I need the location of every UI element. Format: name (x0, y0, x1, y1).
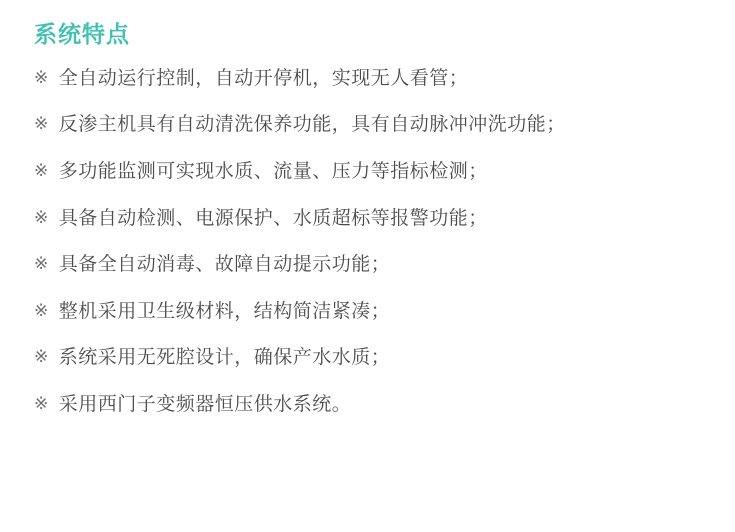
list-item (34, 66, 711, 92)
reference-mark-icon: ※ (34, 347, 49, 368)
list-item-text: 具备全自动消毒、故障自动提示功能； (58, 253, 391, 276)
reference-mark-icon: ※ (34, 67, 49, 88)
page-title: 系统特点 (34, 22, 130, 48)
reference-mark-icon: ※ (34, 207, 49, 228)
list-item-text: 全自动运行控制，自动开停机，实现无人看管； (58, 66, 469, 89)
reference-mark-icon: ※ (34, 300, 49, 321)
list-item (34, 112, 711, 138)
list-item (34, 345, 711, 371)
list-item (34, 392, 711, 418)
list-item (34, 206, 711, 232)
list-item (34, 252, 711, 278)
reference-mark-icon: ※ (34, 160, 49, 181)
feature-list (34, 66, 711, 418)
reference-mark-icon: ※ (34, 394, 49, 415)
list-item-text: 多功能监测可实现水质、流量、压力等指标检测； (58, 159, 488, 182)
list-item-text: 具备自动检测、电源保护、水质超标等报警功能； (58, 206, 488, 229)
list-item-text: 整机采用卫生级材料，结构简洁紧凑； (58, 299, 391, 322)
reference-mark-icon: ※ (34, 114, 49, 135)
list-item-text: 采用西门子变频器恒压供水系统。 (58, 393, 352, 416)
list-item (34, 299, 711, 325)
list-item-text: 系统采用无死腔设计，确保产水水质； (58, 346, 391, 369)
reference-mark-icon: ※ (34, 254, 49, 275)
list-item-text: 反渗主机具有自动清洗保养功能，具有自动脉冲冲洗功能； (58, 113, 566, 136)
list-item (34, 159, 711, 185)
